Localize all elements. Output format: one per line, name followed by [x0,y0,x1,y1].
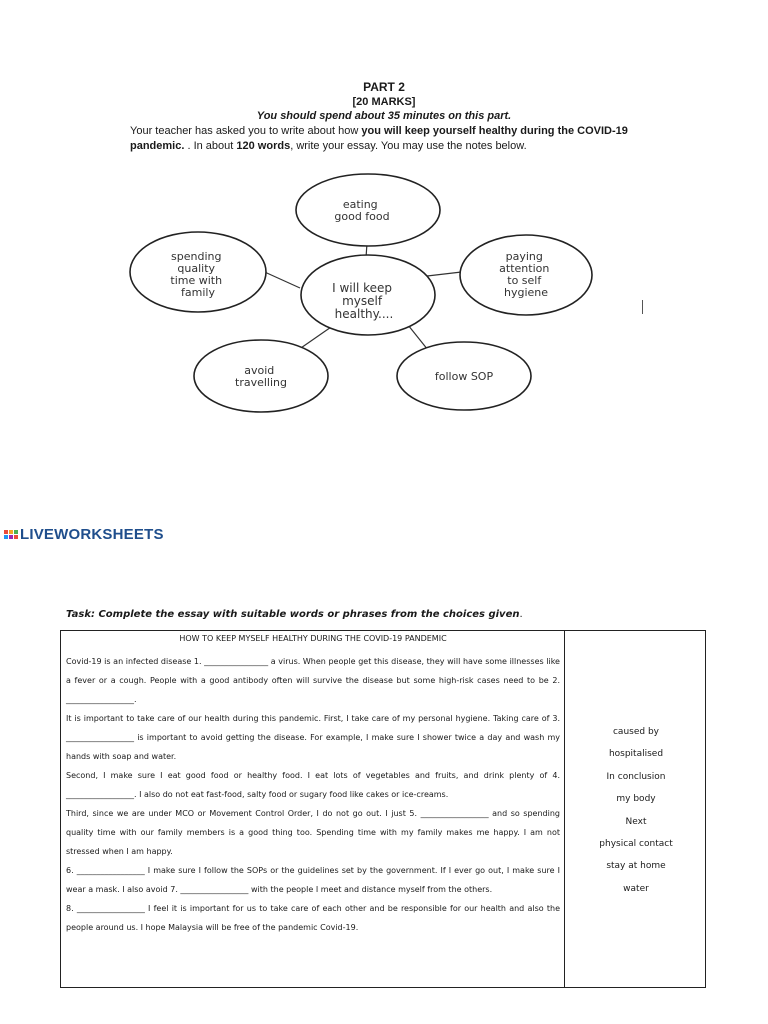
writing-instruction: Your teacher has asked you to write about how you will keep yourself healthy during the COVID-19 pandemic. . In about 120 words, write your essay. You may use the notes below. [130,125,628,152]
column-divider [564,631,565,987]
essay-paragraph: Third, since we are under MCO or Movement Control Order, I do not go out. I just 5. _________________ and so spending quality time with our family members is a good thing too. Spending time with my family makes me happy. I am not stressed when I am happy. [66,809,560,856]
blank-7[interactable]: _________________ [180,885,249,894]
essay-title: HOW TO KEEP MYSELF HEALTHY DURING THE COVID-19 PANDEMIC [179,634,447,643]
marks-label: [20 MARKS] [352,96,416,108]
essay-paragraph: Second, I make sure I eat good food or healthy food. I eat lots of vegetables and fruits, and drink plenty of 4. _________________. I also do not eat fast-food, salty food or sugary food like cakes or ice-creams. [66,771,560,799]
essay-paragraph: 6. _________________ I make sure I follow the SOPs or the guidelines set by the government. If I ever go out, I make sure I wear a mask. I also avoid 7. _________________ with the people I meet and distance myself from the others. [66,866,561,894]
connector-bottom-right [408,325,428,350]
blank-3[interactable]: _________________ [66,733,134,742]
essay-table [60,630,706,988]
part-title: PART 2 [363,80,405,94]
stray-mark [642,300,643,314]
blank-8[interactable]: _________________ [76,904,145,913]
choice-item[interactable]: water [623,883,649,894]
choice-item[interactable]: stay at home [606,861,666,872]
task-instruction: Task: Complete the essay with suitable words or phrases from the choices given. [66,609,523,620]
blank-6[interactable]: _________________ [76,866,145,875]
center-text: I will keep myself healthy.... [332,281,394,321]
choice-item[interactable]: hospitalised [608,749,664,760]
essay-paragraph: Covid-19 is an infected disease 1. ________________ a virus. When people get this disease, they will have some illnesses like a fever or a cough. People with a good antibody often will survive the disease but some high-risk cases need to be 2. _________________. [66,657,560,704]
node-top-text: eating good food [334,198,390,223]
node-right-text: paying attention to self hygiene [499,250,550,299]
choices-list [566,721,706,900]
node-bottom-left-text: avoid travelling [235,364,287,389]
choice-item[interactable]: caused by [612,727,659,737]
logo-icon [4,530,18,539]
node-left-text: spending quality time with family [170,250,223,299]
logo-text: LIVEWORKSHEETS [20,526,164,543]
blank-2[interactable]: _________________ [66,695,134,704]
liveworksheets-logo [4,526,164,543]
blank-4[interactable]: _________________ [66,790,134,799]
blank-1[interactable]: ________________ [204,657,269,666]
node-bottom-right-text: follow SOP [434,370,494,383]
choice-item[interactable]: physical contact [599,839,673,850]
time-instruction: You should spend about 35 minutes on this part. [256,110,512,122]
essay-paragraph: It is important to take care of our health during this pandemic. First, I take care of my personal hygiene. Taking care of 3. _________________ is important to avoid getting the disease. For example, I make sure I shower twice a day and wash my hands with soap and water. [66,714,560,761]
essay-text [66,633,560,937]
choice-item[interactable]: In conclusion [606,771,666,782]
mind-map [0,0,768,430]
blank-5[interactable]: _________________ [420,809,489,818]
connector-bottom-left [298,325,334,350]
choice-item[interactable]: my body [616,794,656,805]
choice-item[interactable]: Next [625,816,647,827]
essay-paragraph: 8. _________________ I feel it is important for us to take care of each other and be responsible for our health and also the people around us. I hope Malaysia will be free of the pandemic Covid-19. [66,904,560,932]
